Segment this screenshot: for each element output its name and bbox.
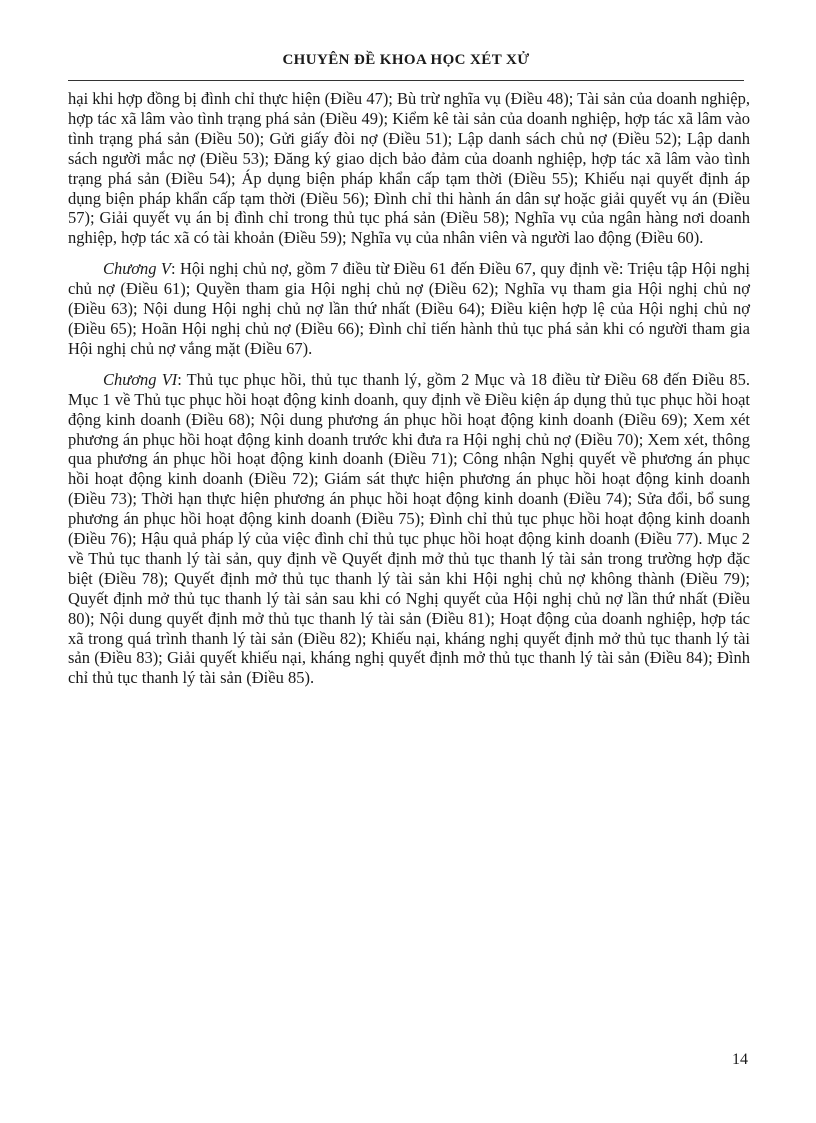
paragraph-chapter-vi <box>68 370 750 689</box>
paragraph-text: : Hội nghị chủ nợ, gồm 7 điều từ Điều 61 đến Điều 67, quy định về: Triệu tập Hội nghị chủ nợ (Điều 61); Quyền tham gia Hội nghị chủ nợ (Điều 62); Nghĩa vụ tham gia Hội nghị chủ nợ (Điều 63); Nội dung Hội nghị chủ nợ lần thứ nhất (Điều 64); Điều kiện hợp lệ của Hội nghị chủ nợ (Điều 65); Hoãn Hội nghị chủ nợ (Điều 66); Đình chỉ tiến hành thủ tục phá sản khi có người tham gia Hội nghị chủ nợ vắng mặt (Điều 67). <box>68 259 750 358</box>
paragraph-continuation <box>68 89 750 248</box>
paragraph-text: hại khi hợp đồng bị đình chỉ thực hiện (Điều 47); Bù trừ nghĩa vụ (Điều 48); Tài sản của doanh nghiệp, hợp tác xã lâm vào tình trạng phá sản (Điều 49); Kiểm kê tài sản của doanh nghiệp, hợp tác xã lâm vào tình trạng phá sản (Điều 50); Gửi giấy đòi nợ (Điều 51); Lập danh sách chủ nợ (Điều 52); Lập danh sách người mắc nợ (Điều 53); Đăng ký giao dịch bảo đảm của doanh nghiệp, hợp tác xã lâm vào tình trạng phá sản (Điều 54); Áp dụng biện pháp khẩn cấp tạm thời (Điều 55); Khiếu nại quyết định áp dụng biện pháp khẩn cấp tạm thời (Điều 56); Đình chỉ thi hành án dân sự hoặc giải quyết vụ án (Điều 57); Giải quyết vụ án bị đình chỉ trong thủ tục phá sản (Điều 58); Nghĩa vụ của ngân hàng nơi doanh nghiệp, hợp tác xã có tài khoản (Điều 59); Nghĩa vụ của nhân viên và người lao động (Điều 60). <box>68 89 750 248</box>
chapter-title: Chương V <box>103 259 172 279</box>
header-rule <box>68 80 744 81</box>
paragraph-chapter-v <box>68 259 750 359</box>
page-number: 14 <box>732 1051 748 1068</box>
running-header: CHUYÊN ĐỀ KHOA HỌC XÉT XỬ <box>282 52 530 68</box>
chapter-title: Chương VI <box>103 369 178 389</box>
paragraph-text: : Thủ tục phục hồi, thủ tục thanh lý, gồm 2 Mục và 18 điều từ Điều 68 đến Điều 85. Mục 1 về Thủ tục phục hồi hoạt động kinh doanh, quy định về Điều kiện áp dụng thủ tục phục hồi hoạt động kinh doanh (Điều 68); Nội dung phương án phục hồi hoạt động kinh doanh (Điều 69); Xem xét phương án phục hồi hoạt động kinh doanh trước khi đưa ra Hội nghị chủ nợ (Điều 70); Xem xét, thông qua phương án phục hồi hoạt động kinh doanh (Điều 71); Công nhận Nghị quyết về phương án phục hồi hoạt động kinh doanh (Điều 72); Giám sát thực hiện phương án phục hồi hoạt động kinh doanh (Điều 73); Thời hạn thực hiện phương án phục hồi hoạt động kinh doanh (Điều 74); Sửa đổi, bổ sung phương án phục hồi hoạt động kinh doanh (Điều 75); Đình chỉ thủ tục phục hồi hoạt động kinh doanh (Điều 76); Hậu quả pháp lý của việc đình chỉ thủ tục phục hồi hoạt động kinh doanh (Điều 77). Mục 2 về Thủ tục thanh lý tài sản, quy định về Quyết định mở thủ tục thanh lý tài sản trong trường hợp đặc biệt (Điều 78); Quyết định mở thủ tục thanh lý tài sản khi Hội nghị chủ nợ không thành (Điều 79); Quyết định mở thủ tục thanh lý tài sản sau khi có Nghị quyết của Hội nghị chủ nợ lần thứ nhất (Điều 80); Nội dung quyết định mở thủ tục thanh lý tài sản (Điều 81); Hoạt động của doanh nghiệp, hợp tác xã trong quá trình thanh lý tài sản (Điều 82); Khiếu nại, kháng nghị quyết định mở thủ tục thanh lý tài sản (Điều 83); Giải quyết khiếu nại, kháng nghị quyết định mở thủ tục thanh lý tài sản (Điều 84); Đình chỉ thủ tục thanh lý tài sản (Điều 85). <box>68 369 750 688</box>
document-body <box>68 89 750 699</box>
